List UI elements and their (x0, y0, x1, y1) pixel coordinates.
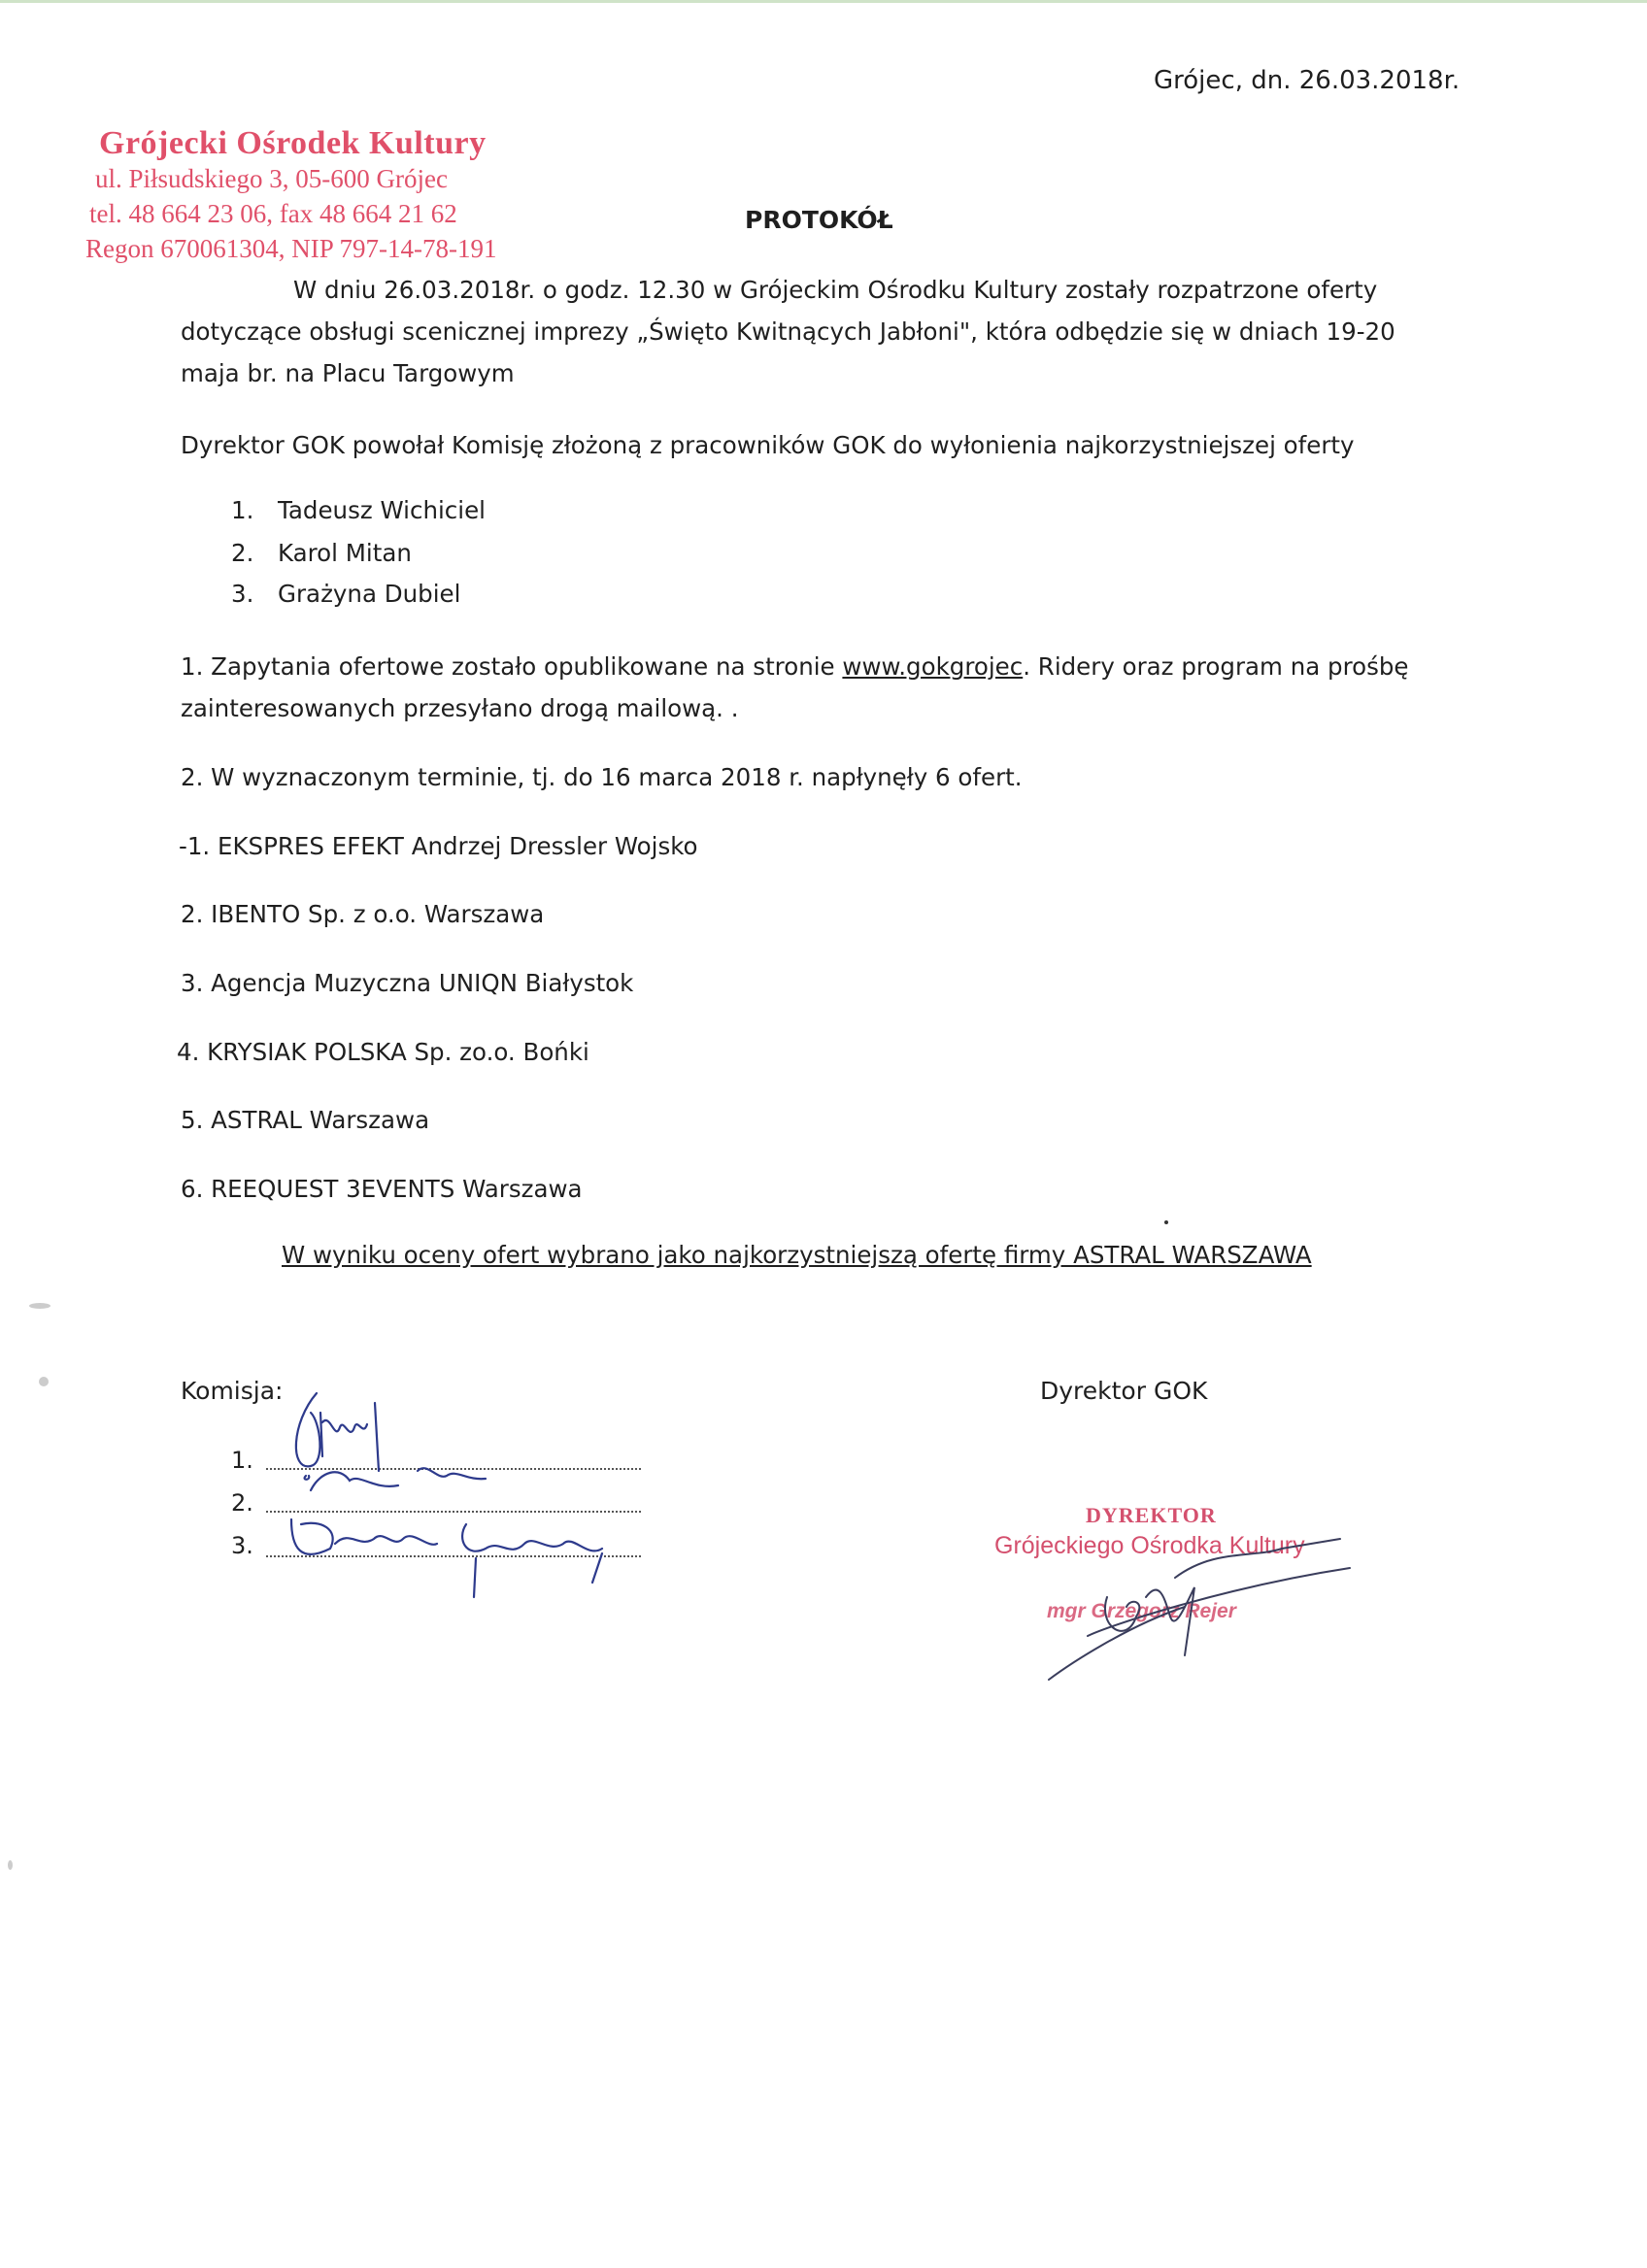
stamp-phone: tel. 48 664 23 06, fax 48 664 21 62 (89, 199, 457, 228)
place-date: Grójec, dn. 26.03.2018r. (1154, 66, 1461, 95)
offer-item: 4. KRYSIAK POLSKA Sp. zo.o. Bońki (177, 1038, 589, 1066)
director-stamp-name: mgr Grzegorz Rejer (1047, 1600, 1236, 1622)
scan-artifact (8, 1860, 13, 1870)
offer-item: 3. Agencja Muzyczna UNIQN Białystok (181, 969, 634, 997)
director-label: Dyrektor GOK (1040, 1377, 1208, 1405)
stamp-regon: Regon 670061304, NIP 797-14-78-191 (85, 234, 497, 263)
point-1-text: 1. Zapytania ofertowe zostało opublikowane na stronie (181, 652, 843, 681)
director-stamp-org: Grójeckiego Ośrodka Kultury (994, 1532, 1305, 1559)
committee-intro: Dyrektor GOK powołał Komisję złożoną z pracowników GOK do wyłonienia najkorzystniejszej oferty (181, 431, 1355, 459)
director-signature (1029, 1510, 1369, 1689)
member-name: Tadeusz Wichiciel (278, 496, 486, 524)
point-1-text-end: . Ridery oraz program na prośbę (1023, 652, 1409, 681)
offer-item: 2. IBENTO Sp. z o.o. Warszawa (181, 900, 545, 928)
point-1-line-2: zainteresowanych przesyłano drogą mailową. . (181, 694, 739, 722)
scan-artifact (29, 1303, 50, 1309)
offer-item: 6. REEQUEST 3EVENTS Warszawa (181, 1175, 583, 1203)
website-link[interactable]: www.gokgrojec (842, 652, 1024, 681)
member-number: 1. (231, 496, 254, 524)
intro-line-3: maja br. na Placu Targowym (181, 359, 515, 387)
committee-label: Komisja: (181, 1377, 284, 1405)
stamp-org-name: Grójecki Ośrodek Kultury (99, 125, 487, 161)
result-statement: W wyniku oceny ofert wybrano jako najkorzystniejszą ofertę firmy ASTRAL WARSZAWA (282, 1241, 1312, 1269)
member-number: 2. (231, 539, 254, 567)
signature-row-number: 1. (231, 1447, 253, 1474)
offer-item: -1. EKSPRES EFEKT Andrzej Dressler Wojsko (179, 832, 698, 860)
member-name: Karol Mitan (278, 539, 412, 567)
point-2: 2. W wyznaczonym terminie, tj. do 16 marca 2018 r. napłynęły 6 ofert. (181, 763, 1023, 791)
document-title: PROTOKÓŁ (745, 206, 893, 234)
committee-signatures (282, 1384, 651, 1607)
scan-artifact (39, 1377, 49, 1386)
scan-artifact (1164, 1220, 1168, 1224)
intro-line-2: dotyczące obsługi scenicznej imprezy „Święto Kwitnących Jabłoni", która odbędzie się w dniach 19-20 (181, 317, 1395, 346)
member-number: 3. (231, 580, 254, 608)
point-1-line-1 (181, 648, 1409, 686)
member-name: Grażyna Dubiel (278, 580, 461, 608)
signature-row-number: 2. (231, 1489, 253, 1517)
offer-item: 5. ASTRAL Warszawa (181, 1106, 430, 1134)
director-stamp-title: DYREKTOR (1086, 1503, 1217, 1527)
organization-stamp (85, 126, 496, 266)
intro-line-1: W dniu 26.03.2018r. o godz. 12.30 w Grójeckim Ośrodku Kultury zostały rozpatrzone oferty (293, 276, 1378, 304)
scan-edge (0, 0, 1647, 3)
signature-row-number: 3. (231, 1532, 253, 1559)
stamp-address: ul. Piłsudskiego 3, 05-600 Grójec (95, 164, 448, 193)
